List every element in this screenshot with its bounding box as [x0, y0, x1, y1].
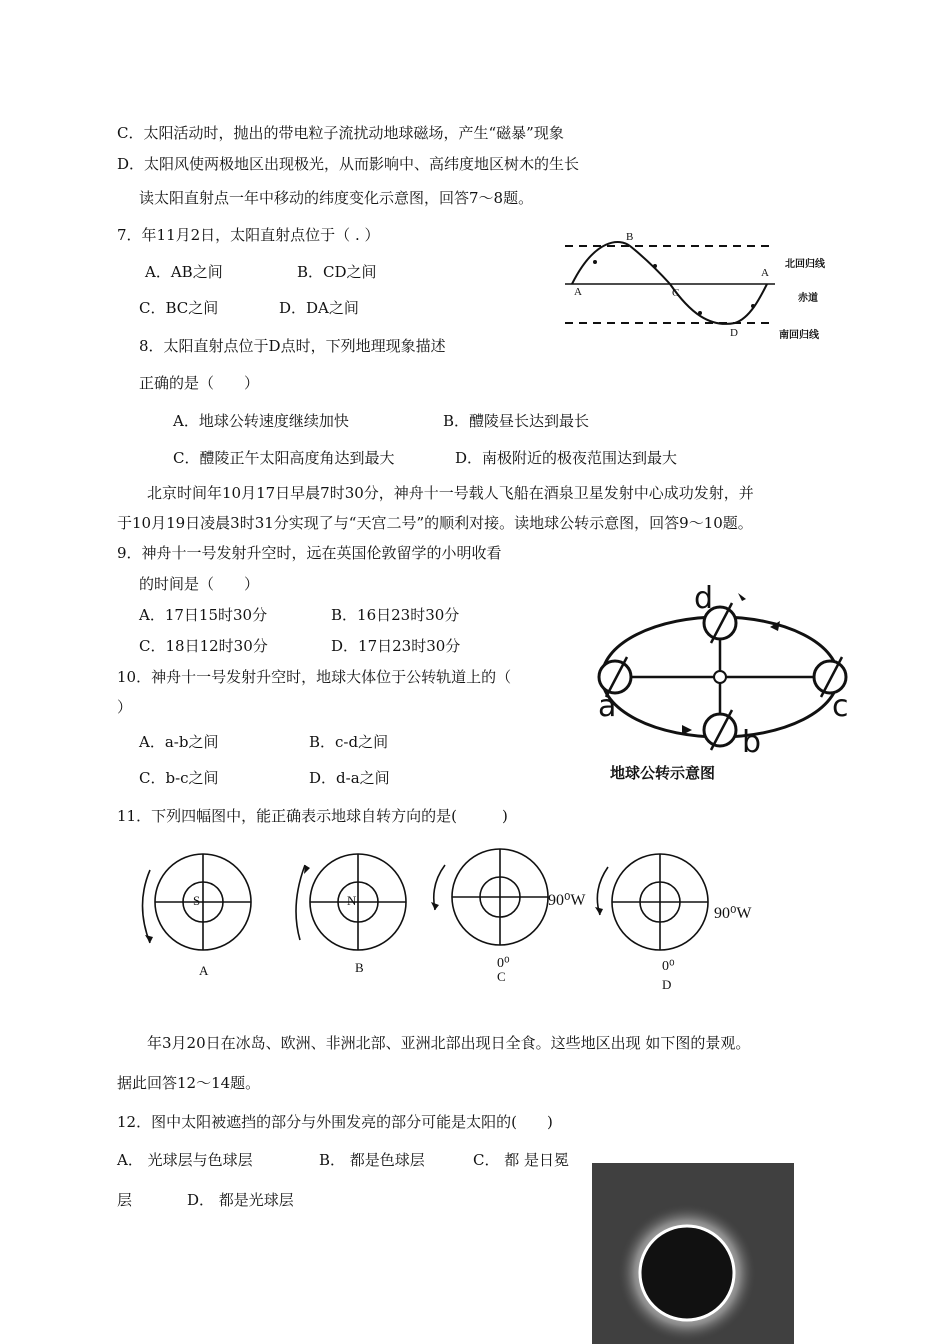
q8-stem-2: 正确的是（ ） [139, 374, 260, 392]
fig-d-longitude: 90⁰W [714, 905, 752, 922]
point-a-right: A [761, 267, 769, 279]
orbit-label-b: b [742, 725, 762, 760]
point-b: B [626, 231, 634, 243]
q8-option-d: D．南极附近的极夜范围达到最大 [455, 449, 678, 467]
q9-option-b: B．16日23时30分 [331, 606, 460, 624]
fig-a-center: S [193, 893, 201, 908]
intro-12-14-line2: 据此回答12～14题。 [117, 1074, 261, 1092]
sun-direct-point-diagram [560, 228, 840, 343]
equator-label: 赤道 [798, 293, 818, 304]
q7-option-a: A．AB之间 [145, 263, 223, 281]
north-tropic-label: 北回归线 [785, 259, 825, 270]
q6-option-c: C．太阳活动时，抛出的带电粒子流扰动地球磁场，产生“磁暴”现象 [117, 124, 564, 142]
eclipse-svg [592, 1163, 794, 1344]
fig-d-label: D [662, 977, 672, 992]
q9-stem-2: 的时间是（ ） [139, 575, 260, 593]
earth-orbit-diagram [590, 581, 860, 790]
fig-b-center: N [347, 893, 357, 908]
q7-stem: 7．年11月2日，太阳直射点位于（ . ） [117, 226, 380, 244]
intro-9-10-line2: 于10月19日凌晨3时31分实现了与“天宫二号”的顺利对接。读地球公转示意图，回答9～10题。 [117, 514, 753, 532]
q12-option-c-continued: 层 [117, 1191, 133, 1209]
rotation-figures [130, 845, 780, 995]
q12-option-d: D． 都是光球层 [187, 1191, 294, 1209]
rotation-figures-svg [130, 845, 780, 995]
q9-stem-1: 9．神舟十一号发射升空时，远在英国伦敦留学的小明收看 [117, 544, 502, 562]
q8-stem-1: 8．太阳直射点位于D点时，下列地理现象描述 [139, 337, 446, 355]
q8-option-b: B．醴陵昼长达到最长 [443, 412, 590, 430]
intro-9-10-line1: 北京时间年10月17日早晨7时30分，神舟十一号载人飞船在酒泉卫星发射中心成功发射，并 [147, 484, 754, 502]
fig-c-zero: 0⁰ [497, 956, 510, 971]
q10-option-c: C．b-c之间 [139, 769, 219, 787]
fig-c-label: C [497, 969, 506, 984]
q12-option-c: C． 都 是日冕 [473, 1151, 570, 1169]
q11-stem: 11．下列四幅图中，能正确表示地球自转方向的是( ) [117, 807, 508, 825]
q10-option-d: D．d-a之间 [309, 769, 390, 787]
q12-stem: 12．图中太阳被遮挡的部分与外围发亮的部分可能是太阳的( ) [117, 1113, 553, 1131]
fig-d-zero: 0⁰ [662, 959, 675, 974]
orbit-label-c: c [832, 689, 849, 724]
q12-option-a: A． 光球层与色球层 [117, 1151, 253, 1169]
q7-option-c: C．BC之间 [139, 299, 219, 317]
fig-a-label: A [199, 963, 209, 978]
q8-option-a: A．地球公转速度继续加快 [173, 412, 349, 430]
south-tropic-label: 南回归线 [779, 330, 819, 341]
orbit-svg [590, 585, 860, 790]
point-c: C [672, 287, 680, 299]
q9-option-a: A．17日15时30分 [139, 606, 268, 624]
solar-eclipse-photo [592, 1163, 794, 1344]
q10-stem-2: ） [117, 698, 133, 716]
q8-option-c: C．醴陵正午太阳高度角达到最大 [173, 449, 395, 467]
intro-12-14-line1: 年3月20日在冰岛、欧洲、非洲北部、亚洲北部出现日全食。这些地区出现 如下图的景观。 [147, 1034, 751, 1052]
q10-option-a: A．a-b之间 [139, 733, 219, 751]
q7-option-b: B．CD之间 [297, 263, 377, 281]
q10-option-b: B．c-d之间 [309, 733, 389, 751]
q9-option-c: C．18日12时30分 [139, 637, 268, 655]
orbit-label-a: a [598, 689, 617, 724]
intro-7-8: 读太阳直射点一年中移动的纬度变化示意图，回答7～8题。 [139, 189, 534, 207]
fig-b-label: B [355, 960, 364, 975]
fig-c-longitude: 90⁰W [548, 892, 586, 909]
q7-option-d: D．DA之间 [279, 299, 359, 317]
q6-option-d: D．太阳风使两极地区出现极光，从而影响中、高纬度地区树木的生长 [117, 155, 580, 173]
point-a-left: A [574, 286, 582, 298]
orbit-label-d: d [694, 581, 714, 616]
q9-option-d: D．17日23时30分 [331, 637, 461, 655]
point-d: D [730, 327, 738, 339]
q12-option-b: B． 都是色球层 [319, 1151, 425, 1169]
orbit-caption: 地球公转示意图 [610, 764, 716, 782]
q10-stem-1: 10．神舟十一号发射升空时，地球大体位于公转轨道上的（ [117, 668, 512, 686]
